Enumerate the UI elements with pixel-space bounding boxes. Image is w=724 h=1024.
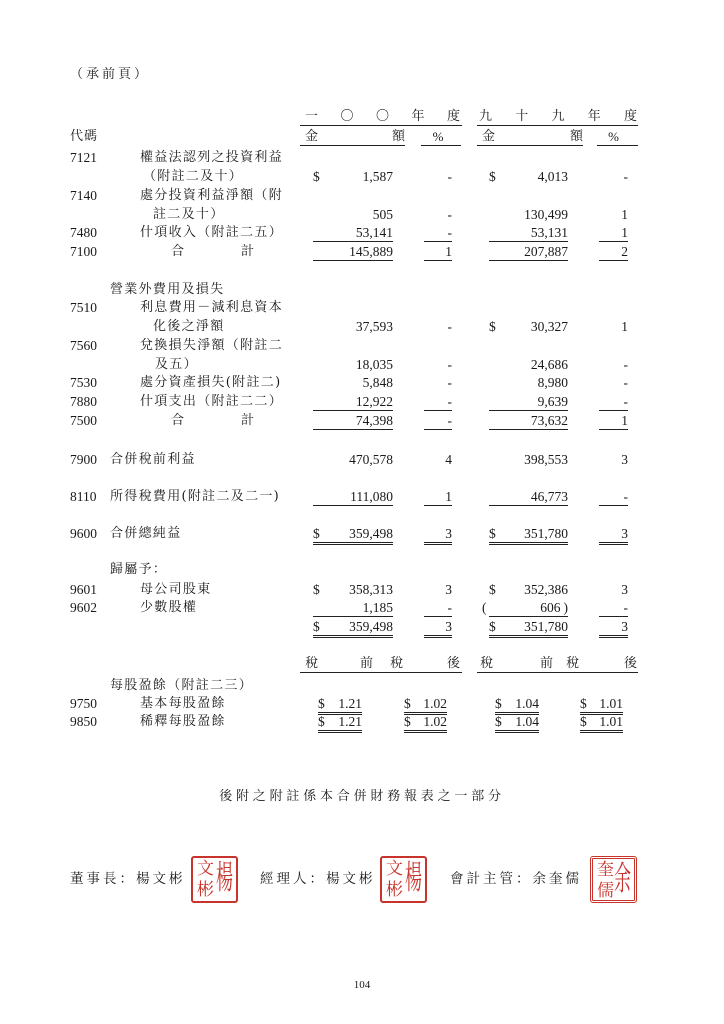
amount-value: 359,498 — [349, 619, 393, 634]
attributable-total — [0, 618, 724, 655]
dollar-sign: $ — [313, 526, 320, 541]
amount-value: 18,035 — [355, 357, 393, 372]
line-item-7100 — [0, 243, 724, 280]
amount-value: 74,398 — [355, 413, 393, 428]
eps-current-aftertax: $ 1.02 — [404, 713, 447, 733]
line-item-9850 — [0, 713, 724, 750]
item-description-cont: 化後之淨額 — [153, 319, 225, 334]
eps-prior-pretax: $ 1.04 — [495, 695, 539, 715]
prior-year-amount — [489, 224, 568, 242]
account-code: 9602 — [70, 600, 97, 615]
amount-value: 73,632 — [530, 413, 568, 428]
prior-year-percent: 2 — [599, 243, 628, 261]
account-code: 9600 — [70, 526, 97, 541]
item-description: 所得稅費用(附註二及二一) — [110, 489, 281, 504]
amount-value: 351,780 — [524, 619, 568, 634]
manager-signature: 經理人：楊文彬 — [260, 871, 376, 887]
current-year-amount — [313, 525, 393, 545]
eps-header-current-aftertax: 稅 後 — [381, 655, 462, 673]
eps-prior-aftertax: $ 1.01 — [580, 713, 623, 733]
line-item-7121 — [0, 149, 724, 186]
amount-value: 53,141 — [355, 225, 393, 240]
dollar-sign: $ — [489, 582, 496, 597]
amount-value: 8,980 — [537, 375, 568, 390]
prior-year-percent: - — [599, 599, 628, 617]
current-year-percent: - — [447, 357, 452, 372]
negative-close-paren: ) — [563, 600, 568, 615]
current-year-amount — [313, 599, 393, 617]
prior-year-amount — [489, 525, 568, 545]
line-item-7900 — [0, 451, 724, 488]
amount-value: 606 — [540, 600, 561, 615]
amount-value: 53,131 — [530, 225, 568, 240]
item-description: 基本每股盈餘 — [140, 696, 226, 711]
current-year-amount — [313, 618, 393, 638]
eps-current-aftertax: $ 1.02 — [404, 695, 447, 715]
amount-value: 111,080 — [350, 489, 393, 504]
account-code: 7480 — [70, 225, 97, 240]
current-year-percent: 1 — [424, 488, 452, 506]
current-year-amount — [313, 393, 393, 411]
prior-year-percent: 3 — [621, 582, 628, 597]
prior-year-amount — [489, 374, 568, 391]
prior-year-amount — [489, 356, 568, 373]
manager-seal — [380, 856, 427, 903]
dollar-sign: $ — [313, 582, 320, 597]
prior-year-amount — [489, 318, 568, 335]
prior-year-header: 九 十 九 年 度 — [479, 109, 637, 124]
account-code: 7510 — [70, 300, 97, 315]
seal-char: 楊 — [216, 859, 233, 899]
current-amount-header: 金 額 — [300, 128, 405, 146]
seal-char: 彬 — [386, 880, 403, 900]
eps-current-pretax: $ 1.21 — [318, 695, 362, 715]
item-description: 合併總純益 — [110, 526, 182, 541]
amount-value: 1,185 — [362, 600, 393, 615]
account-code: 7530 — [70, 375, 97, 390]
item-description: 權益法認列之投資利益 — [140, 150, 284, 165]
account-code: 7560 — [70, 338, 97, 353]
prior-year-amount — [489, 393, 568, 411]
amount-value: 145,889 — [349, 244, 393, 259]
amount-value: 1,587 — [362, 169, 393, 184]
chairman-seal — [191, 856, 238, 903]
current-year-percent: - — [424, 599, 452, 617]
seal-char: 余 — [614, 860, 631, 900]
chairman-signature: 董事長：楊文彬 — [70, 871, 186, 887]
amount-group — [540, 599, 568, 616]
continued-label: （承前頁） — [70, 67, 151, 82]
seal-char: 彬 — [197, 880, 214, 900]
item-description-cont: 註二及十） — [153, 207, 225, 222]
prior-year-percent: 3 — [599, 618, 628, 638]
line-item-7140 — [0, 187, 724, 224]
dollar-sign: $ — [489, 319, 496, 334]
accountant-seal — [590, 856, 637, 903]
line-item-9600 — [0, 525, 724, 562]
seal-char: 儒 — [597, 881, 614, 901]
amount-value: 505 — [372, 207, 393, 222]
account-code: 9601 — [70, 582, 97, 597]
current-year-percent: - — [424, 412, 452, 430]
current-year-percent: - — [447, 207, 452, 222]
line-item-7500 — [0, 412, 724, 449]
eps-prior-aftertax: $ 1.01 — [580, 695, 623, 715]
amount-value: 9,639 — [537, 394, 568, 409]
current-year-percent: - — [424, 393, 452, 411]
current-year-amount — [313, 243, 393, 261]
item-description-cont: 及五） — [155, 357, 198, 372]
seal-char: 文 — [386, 859, 403, 879]
footer-note: 後附之附註係本合併財務報表之一部分 — [219, 789, 505, 804]
amount-value: 359,498 — [349, 526, 393, 541]
current-year-percent: 3 — [424, 618, 452, 638]
seal-char: 文 — [197, 859, 214, 879]
item-description-cont: （附註二及十） — [143, 169, 244, 184]
prior-year-percent: 3 — [599, 525, 628, 545]
amount-value: 5,848 — [362, 375, 393, 390]
item-description: 利息費用－減利息資本 — [140, 300, 284, 315]
current-year-amount — [313, 451, 393, 468]
item-description: 兌換損失淨額（附註二 — [140, 338, 284, 353]
prior-year-percent: - — [623, 375, 628, 390]
current-year-amount — [313, 356, 393, 373]
negative-open-paren: ( — [482, 600, 487, 615]
account-code: 8110 — [70, 489, 97, 504]
current-year-percent: - — [447, 375, 452, 390]
prior-year-percent: 1 — [621, 207, 628, 222]
prior-year-amount — [482, 599, 568, 617]
dollar-sign: $ — [313, 169, 320, 184]
eps-header-prior-aftertax: 稅 後 — [558, 655, 638, 673]
prior-year-amount — [489, 581, 568, 598]
account-code: 7121 — [70, 150, 97, 165]
amount-value: 398,553 — [524, 452, 568, 467]
current-year-percent: - — [424, 224, 452, 242]
prior-year-amount — [489, 488, 568, 506]
amount-value: 351,780 — [524, 526, 568, 541]
seal-char: 楊 — [405, 859, 422, 899]
prior-amount-header: 金 額 — [477, 128, 583, 146]
amount-value: 358,313 — [349, 582, 393, 597]
eps-current-pretax: $ 1.21 — [318, 713, 362, 733]
amount-value: 30,327 — [530, 319, 568, 334]
prior-year-percent: 1 — [599, 224, 628, 242]
subtotal-label: 合 計 — [171, 244, 254, 259]
current-year-percent: - — [447, 169, 452, 184]
item-description: 母公司股東 — [140, 582, 212, 597]
account-code: 7500 — [70, 413, 97, 428]
item-description: 處分投資利益淨額（附 — [140, 188, 284, 203]
prior-year-amount — [489, 618, 568, 638]
eps-header-prior-pretax: 稅 前 — [477, 655, 558, 673]
prior-year-amount — [489, 412, 568, 430]
item-description: 什項支出（附註二二） — [140, 394, 284, 409]
amount-value: 130,499 — [524, 207, 568, 222]
prior-percent-header: % — [597, 128, 638, 146]
amount-value: 4,013 — [537, 169, 568, 184]
prior-year-amount — [489, 206, 568, 223]
amount-value: 37,593 — [355, 319, 393, 334]
current-year-amount — [313, 168, 393, 185]
account-code: 7880 — [70, 394, 97, 409]
dollar-sign: $ — [489, 526, 496, 541]
prior-year-percent: 1 — [621, 319, 628, 334]
accountant-signature: 會計主管：余奎儒 — [450, 871, 582, 887]
section-title-non-operating-expense: 營業外費用及損失 — [110, 282, 225, 297]
section-title-attributable: 歸屬予： — [110, 562, 168, 577]
current-year-percent: 3 — [445, 582, 452, 597]
amount-value: 24,686 — [530, 357, 568, 372]
item-description: 處分資產損失(附註二) — [140, 375, 282, 390]
current-year-amount — [313, 318, 393, 335]
subtotal-label: 合 計 — [171, 413, 254, 428]
current-percent-header: % — [421, 128, 461, 146]
current-year-header: 一 〇 〇 年 度 — [300, 108, 462, 126]
item-description: 合併稅前利益 — [110, 452, 196, 467]
prior-year-percent: - — [623, 357, 628, 372]
current-year-percent: 4 — [445, 452, 452, 467]
prior-year-percent: - — [599, 393, 628, 411]
account-code: 7140 — [70, 188, 97, 203]
dollar-sign: $ — [489, 619, 496, 634]
current-year-percent: 1 — [424, 243, 452, 261]
dollar-sign: $ — [489, 169, 496, 184]
prior-year-percent: 1 — [599, 412, 628, 430]
line-item-7560 — [0, 337, 724, 374]
prior-year-amount — [489, 168, 568, 185]
current-year-percent: 3 — [424, 525, 452, 545]
current-year-amount — [313, 488, 393, 506]
account-code: 9850 — [70, 714, 97, 729]
prior-year-amount — [489, 451, 568, 468]
amount-value: 12,922 — [355, 394, 393, 409]
page-number: 104 — [353, 979, 371, 991]
current-year-amount — [313, 224, 393, 242]
account-code: 7100 — [70, 244, 97, 259]
current-year-percent: - — [447, 319, 452, 334]
eps-header-current-pretax: 稅 前 — [300, 655, 381, 673]
amount-value: 207,887 — [524, 244, 568, 259]
prior-year-amount — [489, 243, 568, 261]
current-year-amount — [313, 581, 393, 598]
current-year-amount — [313, 374, 393, 391]
code-column-header: 代碼 — [70, 129, 99, 144]
account-code: 7900 — [70, 452, 97, 467]
current-year-amount — [313, 206, 393, 223]
eps-prior-pretax: $ 1.04 — [495, 713, 539, 733]
amount-value: 46,773 — [530, 489, 568, 504]
item-description: 稀釋每股盈餘 — [140, 714, 226, 729]
item-description: 少數股權 — [140, 600, 198, 615]
line-item-8110 — [0, 488, 724, 525]
section-title-eps: 每股盈餘（附註二三） — [110, 678, 254, 693]
line-item-7510 — [0, 299, 724, 336]
seal-char: 奎 — [597, 860, 614, 880]
account-code: 9750 — [70, 696, 97, 711]
dollar-sign: $ — [313, 619, 320, 634]
amount-value: 352,386 — [524, 582, 568, 597]
amount-value: 470,578 — [349, 452, 393, 467]
prior-year-percent: - — [623, 169, 628, 184]
item-description: 什項收入（附註二五） — [140, 225, 284, 240]
current-year-amount — [313, 412, 393, 430]
prior-year-percent: 3 — [621, 452, 628, 467]
prior-year-percent: - — [599, 488, 628, 506]
